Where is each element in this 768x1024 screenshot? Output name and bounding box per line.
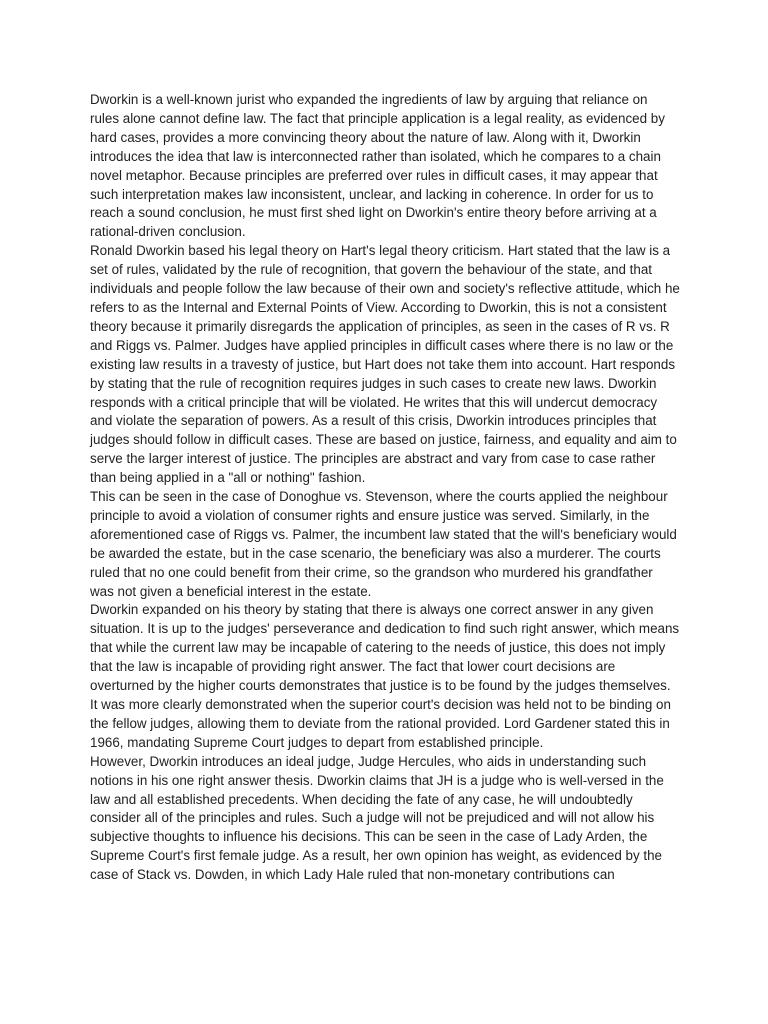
paragraph-case-examples: This can be seen in the case of Donoghue vs. Stevenson, where the courts applied the neighbour principle to avoid a violation of consumer rights and ensure justice was served. Similarly, in the aforementioned case of Riggs vs. Palmer, the incumbent law stated that the will's beneficiary would be awarded the estate, but in the case scenario, the beneficiary was also a murderer. The courts ruled that no one could benefit from their crime, so the grandson who murdered his grandfather was not given a beneficial interest in the estate. [90, 489, 677, 599]
paragraph-hart-criticism: Ronald Dworkin based his legal theory on Hart's legal theory criticism. Hart stated that the law is a set of rules, validated by the rule of recognition, that govern the behaviour of the state, and that individuals and people follow the law because of their own and society's reflective attitude, which he refers to as the Internal and External Points of View. According to Dworkin, this is not a consistent theory because it primarily disregards the application of principles, as seen in the cases of R vs. R and Riggs vs. Palmer. Judges have applied principles in difficult cases where there is no law or the existing law results in a travesty of justice, but Hart does not take them into account. Hart responds by stating that the rule of recognition requires judges in such cases to create new laws. Dworkin responds with a critical principle that will be violated. He writes that this will undercut democracy and violate the separation of powers. As a result of this crisis, Dworkin introduces principles that judges should follow in difficult cases. These are based on justice, fairness, and equality and aim to serve the larger interest of justice. The principles are abstract and vary from case to case rather than being applied in a "all or nothing" fashion. [90, 243, 680, 486]
paragraph-judge-hercules: However, Dworkin introduces an ideal judge, Judge Hercules, who aids in understanding such notions in his one right answer thesis. Dworkin claims that JH is a judge who is well-versed in the law and all established precedents. When deciding the fate of any case, he will undoubtedly consider all of the principles and rules. Such a judge will not be prejudiced and will not allow his subjective thoughts to influence his decisions. This can be seen in the case of Lady Arden, the Supreme Court's first female judge. As a result, her own opinion has weight, as evidenced by the case of Stack vs. Dowden, in which Lady Hale ruled that non-monetary contributions can [90, 753, 664, 883]
document-body [90, 91, 680, 885]
paragraph-intro: Dworkin is a well-known jurist who expanded the ingredients of law by arguing that reliance on rules alone cannot define law. The fact that principle application is a legal reality, as evidenced by hard cases, provides a more convincing theory about the nature of law. Along with it, Dworkin introduces the idea that law is interconnected rather than isolated, which he compares to a chain novel metaphor. Because principles are preferred over rules in difficult cases, it may appear that such interpretation makes law inconsistent, unclear, and lacking in coherence. In order for us to reach a sound conclusion, he must first shed light on Dworkin's entire theory before arriving at a rational-driven conclusion. [90, 92, 665, 240]
paragraph-right-answer: Dworkin expanded on his theory by stating that there is always one correct answer in any given situation. It is up to the judges' perseverance and dedication to find such right answer, which means that while the current law may be incapable of catering to the needs of justice, this does not imply that the law is incapable of providing right answer. The fact that lower court decisions are overturned by the higher courts demonstrates that justice is to be found by the judges themselves. It was more clearly demonstrated when the superior court's decision was held not to be binding on the fellow judges, allowing them to deviate from the rational provided. Lord Gardener stated this in 1966, mandating Supreme Court judges to depart from established principle. [90, 602, 680, 750]
